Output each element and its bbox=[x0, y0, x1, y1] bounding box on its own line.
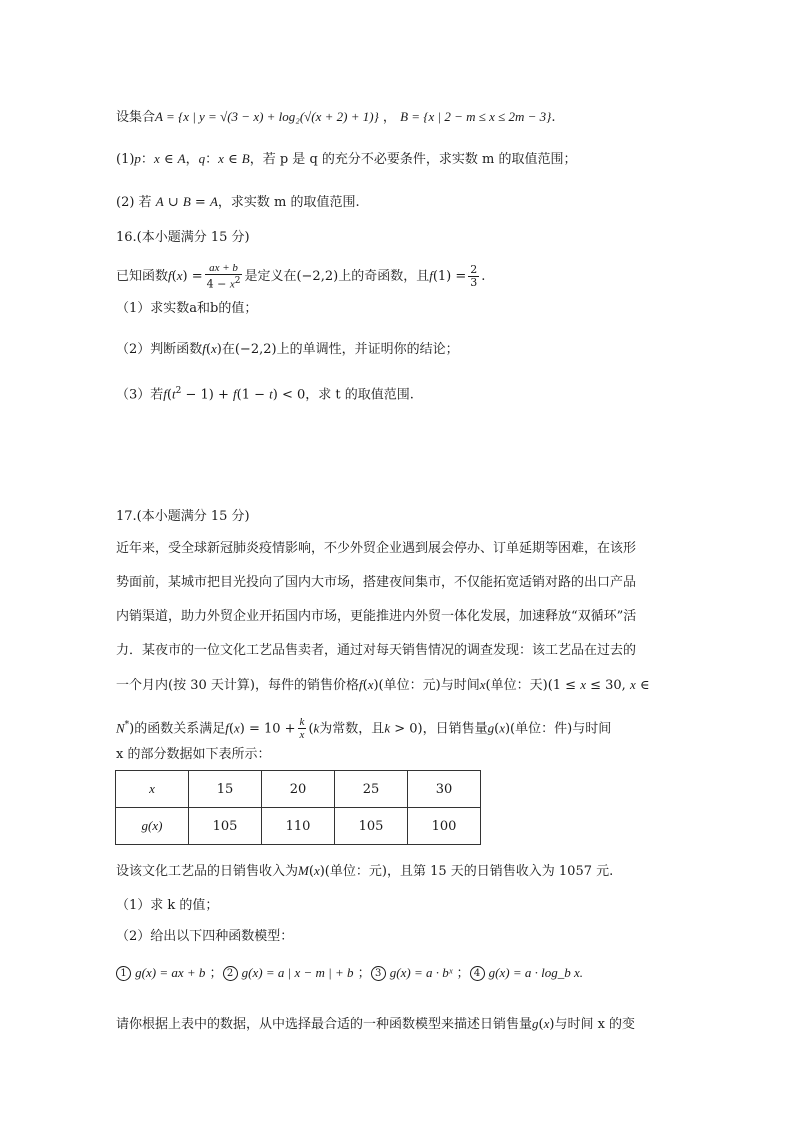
q15-part1: (1)p：x ∈ A，q：x ∈ B，若 p 是 q 的充分不必要条件，求实数 m 的取值范围； bbox=[116, 151, 577, 167]
q16-stem: 已知函数f(x) = $\frac{ax + b}{4 - x^2}$ 是定义在(−2,2)上的奇函数，且f(1) = $\frac{2}{3}$ . bbox=[116, 262, 486, 291]
circled-4-icon: 4 bbox=[470, 966, 485, 981]
table-cell: 30 bbox=[408, 771, 481, 808]
q17-para-line1: 近年来，受全球新冠肺炎疫情影响，不少外贸企业遇到展会停办、订单延期等困难，在该形 bbox=[116, 541, 637, 556]
table-cell: 110 bbox=[262, 808, 335, 845]
q17-income-line: 设该文化工艺品的日销售收入为M(x)(单位：元)，且第 15 天的日销售收入为 1057 元. bbox=[116, 863, 614, 879]
circled-3-icon: 3 bbox=[371, 966, 386, 981]
table-cell: 15 bbox=[189, 771, 262, 808]
q16-part2: （2）判断函数f(x)在(−2,2)上的单调性，并证明你的结论； bbox=[116, 341, 459, 357]
q17-part2: （2）给出以下四种函数模型： bbox=[116, 929, 294, 944]
q15-part2-label: (2) bbox=[116, 195, 135, 210]
model-3: g(x) = a · bˣ bbox=[389, 965, 453, 980]
q15-part1-label: (1) bbox=[116, 152, 135, 167]
q15-part1-text: ，若 p 是 q 的充分不必要条件，求实数 m 的取值范围； bbox=[249, 152, 577, 167]
table-cell: g(x) bbox=[116, 808, 189, 845]
q16-part3: （3）若$f(t^2 - 1) + f(1 - t) < 0$，求 t 的取值范围. bbox=[116, 386, 414, 403]
circled-1-icon: 1 bbox=[116, 966, 131, 981]
q17-para-line2: 势面前，某城市把目光投向了国内大市场，搭建夜间集市，不仅能拓宽适销对路的出口产品 bbox=[116, 575, 637, 590]
q15-intro: 设集合 bbox=[116, 110, 156, 125]
model-1: g(x) = ax + b bbox=[135, 965, 206, 980]
q15-sets-line: 设集合A = {x | y = √(3 − x) + log₂(√(x + 2) + 1)} ， B = {x | 2 − m ≤ x ≤ 2m − 3}. bbox=[116, 109, 556, 125]
table-cell: 105 bbox=[189, 808, 262, 845]
q15-part2-text: ，求实数 m 的取值范围. bbox=[217, 195, 360, 210]
sales-table bbox=[115, 770, 481, 845]
q17-para-line6: N*)的函数关系满足f(x) = 10 + $\frac{k}{x}$ (k为常数，且k > 0)，日销售量g(x)(单位：件)与时间 bbox=[116, 716, 612, 742]
table-row bbox=[116, 808, 481, 845]
q17-para-line7: x 的部分数据如下表所示： bbox=[116, 747, 271, 762]
q17-para-line5: 一个月内(按 30 天计算)，每件的销售价格f(x)(单位：元)与时间x(单位：天)(1 ≤ x ≤ 30, x ∈ bbox=[116, 677, 650, 693]
q15-set-b: B = {x | 2 − m ≤ x ≤ 2m − 3} bbox=[400, 109, 552, 124]
q15-set-a: A = {x | y = √(3 − x) + log₂(√(x + 2) + 1)} bbox=[155, 109, 379, 124]
q16-heading: 16.(本小题满分 15 分) bbox=[116, 230, 250, 245]
q17-part1: （1）求 k 的值； bbox=[116, 898, 219, 913]
table-cell: 20 bbox=[262, 771, 335, 808]
table-cell: x bbox=[116, 771, 189, 808]
table-cell: 105 bbox=[335, 808, 408, 845]
circled-2-icon: 2 bbox=[223, 966, 238, 981]
q17-models: 1 g(x) = ax + b ； 2 g(x) = a | x − m | + b ； 3 g(x) = a · bˣ ； 4 g(x) = a · log_b x. bbox=[116, 964, 583, 983]
q17-para-line4: 力．某夜市的一位文化工艺品售卖者，通过对每天销售情况的调查发现：该工艺品在过去的 bbox=[116, 643, 637, 658]
table-cell: 100 bbox=[408, 808, 481, 845]
model-4: g(x) = a · log_b x. bbox=[488, 965, 584, 980]
q17-heading: 17.(本小题满分 15 分) bbox=[116, 509, 250, 524]
table-cell: 25 bbox=[335, 771, 408, 808]
q17-para-line3: 内销渠道，助力外贸企业开拓国内市场，更能推进内外贸一体化发展，加速释放“双循环”活 bbox=[116, 609, 637, 624]
q16-part1: （1）求实数a和b的值； bbox=[116, 301, 258, 316]
q17-last-line: 请你根据上表中的数据，从中选择最合适的一种函数模型来描述日销售量g(x)与时间 x 的变 bbox=[116, 1016, 636, 1032]
model-2: g(x) = a | x − m | + b bbox=[241, 965, 354, 980]
q15-part2: (2) 若 A ∪ B = A，求实数 m 的取值范围. bbox=[116, 194, 360, 210]
table-row bbox=[116, 771, 481, 808]
